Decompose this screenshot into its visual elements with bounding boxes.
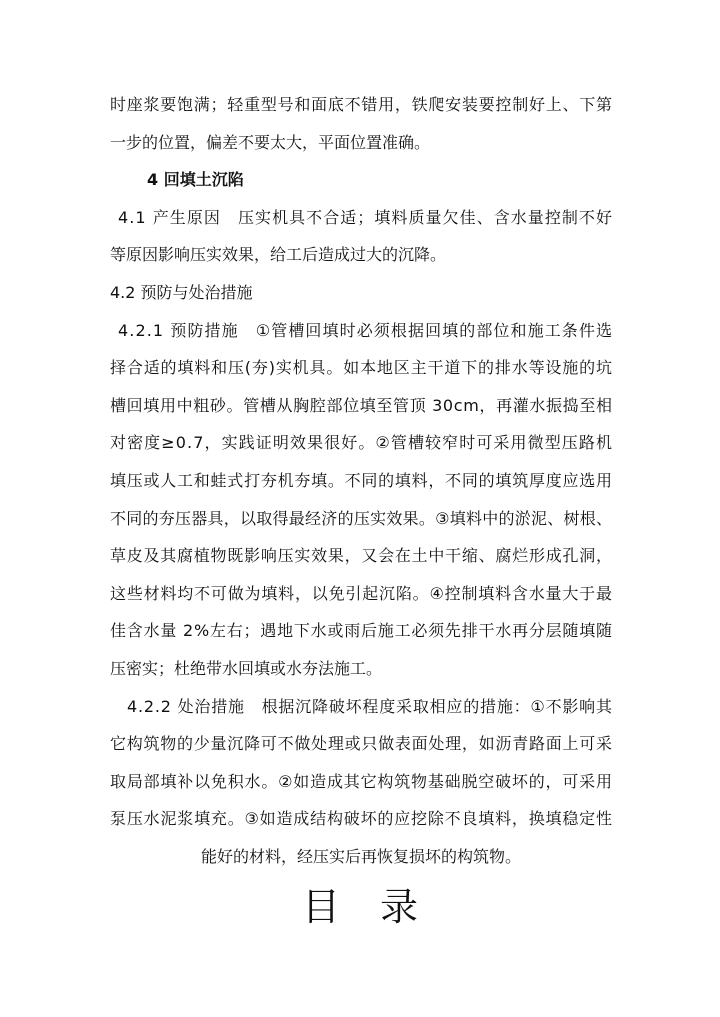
paragraph-line: 佳含水量 2%左右；遇地下水或雨后施工必须先排干水再分层随填随 (110, 621, 613, 641)
paragraph-line: 时座浆要饱满；轻重型号和面底不错用，铁爬安装要控制好上、下第 (110, 95, 613, 114)
paragraph-line: 取局部填补以免积水。②如造成其它构筑物基础脱空破坏的，可采用 (110, 771, 613, 791)
paragraph-line: 压密实；杜绝带水回填或水夯法施工。 (110, 658, 383, 678)
paragraph-line: 填压或人工和蛙式打夯机夯填。不同的填料，不同的填筑厚度应选用 (110, 470, 613, 490)
paragraph-line: 一步的位置，偏差不要太大，平面位置准确。 (110, 132, 431, 152)
paragraph-line: 4.2.2 处治措施 根据沉降破坏程度采取相应的措施：①不影响其 (127, 696, 613, 716)
paragraph-line: 不同的夯压器具，以取得最经济的压实效果。③填料中的淤泥、树根、 (110, 508, 613, 528)
paragraph-line: 泵压水泥浆填充。③如造成结构破坏的应挖除不良填料，换填稳定性 (110, 809, 613, 829)
paragraph-line: 草皮及其腐植物既影响压实效果，又会在土中干缩、腐烂形成孔洞， (110, 546, 613, 566)
paragraph-line: 择合适的填料和压(夯)实机具。如本地区主干道下的排水等设施的坑 (110, 358, 613, 378)
paragraph-line: 能好的材料，经压实后再恢复损坏的构筑物。 (200, 846, 521, 866)
paragraph-line: 槽回填用中粗砂。管槽从胸腔部位填至管顶 30cm，再灌水振捣至相 (110, 395, 613, 415)
paragraph-line: 等原因影响压实效果，给工后造成过大的沉降。 (110, 245, 447, 265)
paragraph-line: 4.1 产生原因 压实机具不合适；填料质量欠佳、含水量控制不好 (118, 207, 614, 227)
section-heading: 4 回填土沉陷 (147, 170, 244, 190)
paragraph-line: 它构筑物的少量沉降可不做处理或只做表面处理，如沥青路面上可采 (110, 734, 613, 754)
paragraph-line: 4.2.1 预防措施 ①管槽回填时必须根据回填的部位和施工条件选 (118, 320, 614, 340)
document-body (110, 86, 612, 875)
paragraph-line: 对密度≥0.7，实践证明效果很好。②管槽较窄时可采用微型压路机 (110, 433, 614, 453)
subsection-heading: 4.2 预防与处治措施 (110, 282, 253, 302)
toc-title: 目录 (301, 885, 458, 929)
paragraph-line: 这些材料均不可做为填料，以免引起沉陷。④控制填料含水量大于最 (110, 583, 613, 603)
